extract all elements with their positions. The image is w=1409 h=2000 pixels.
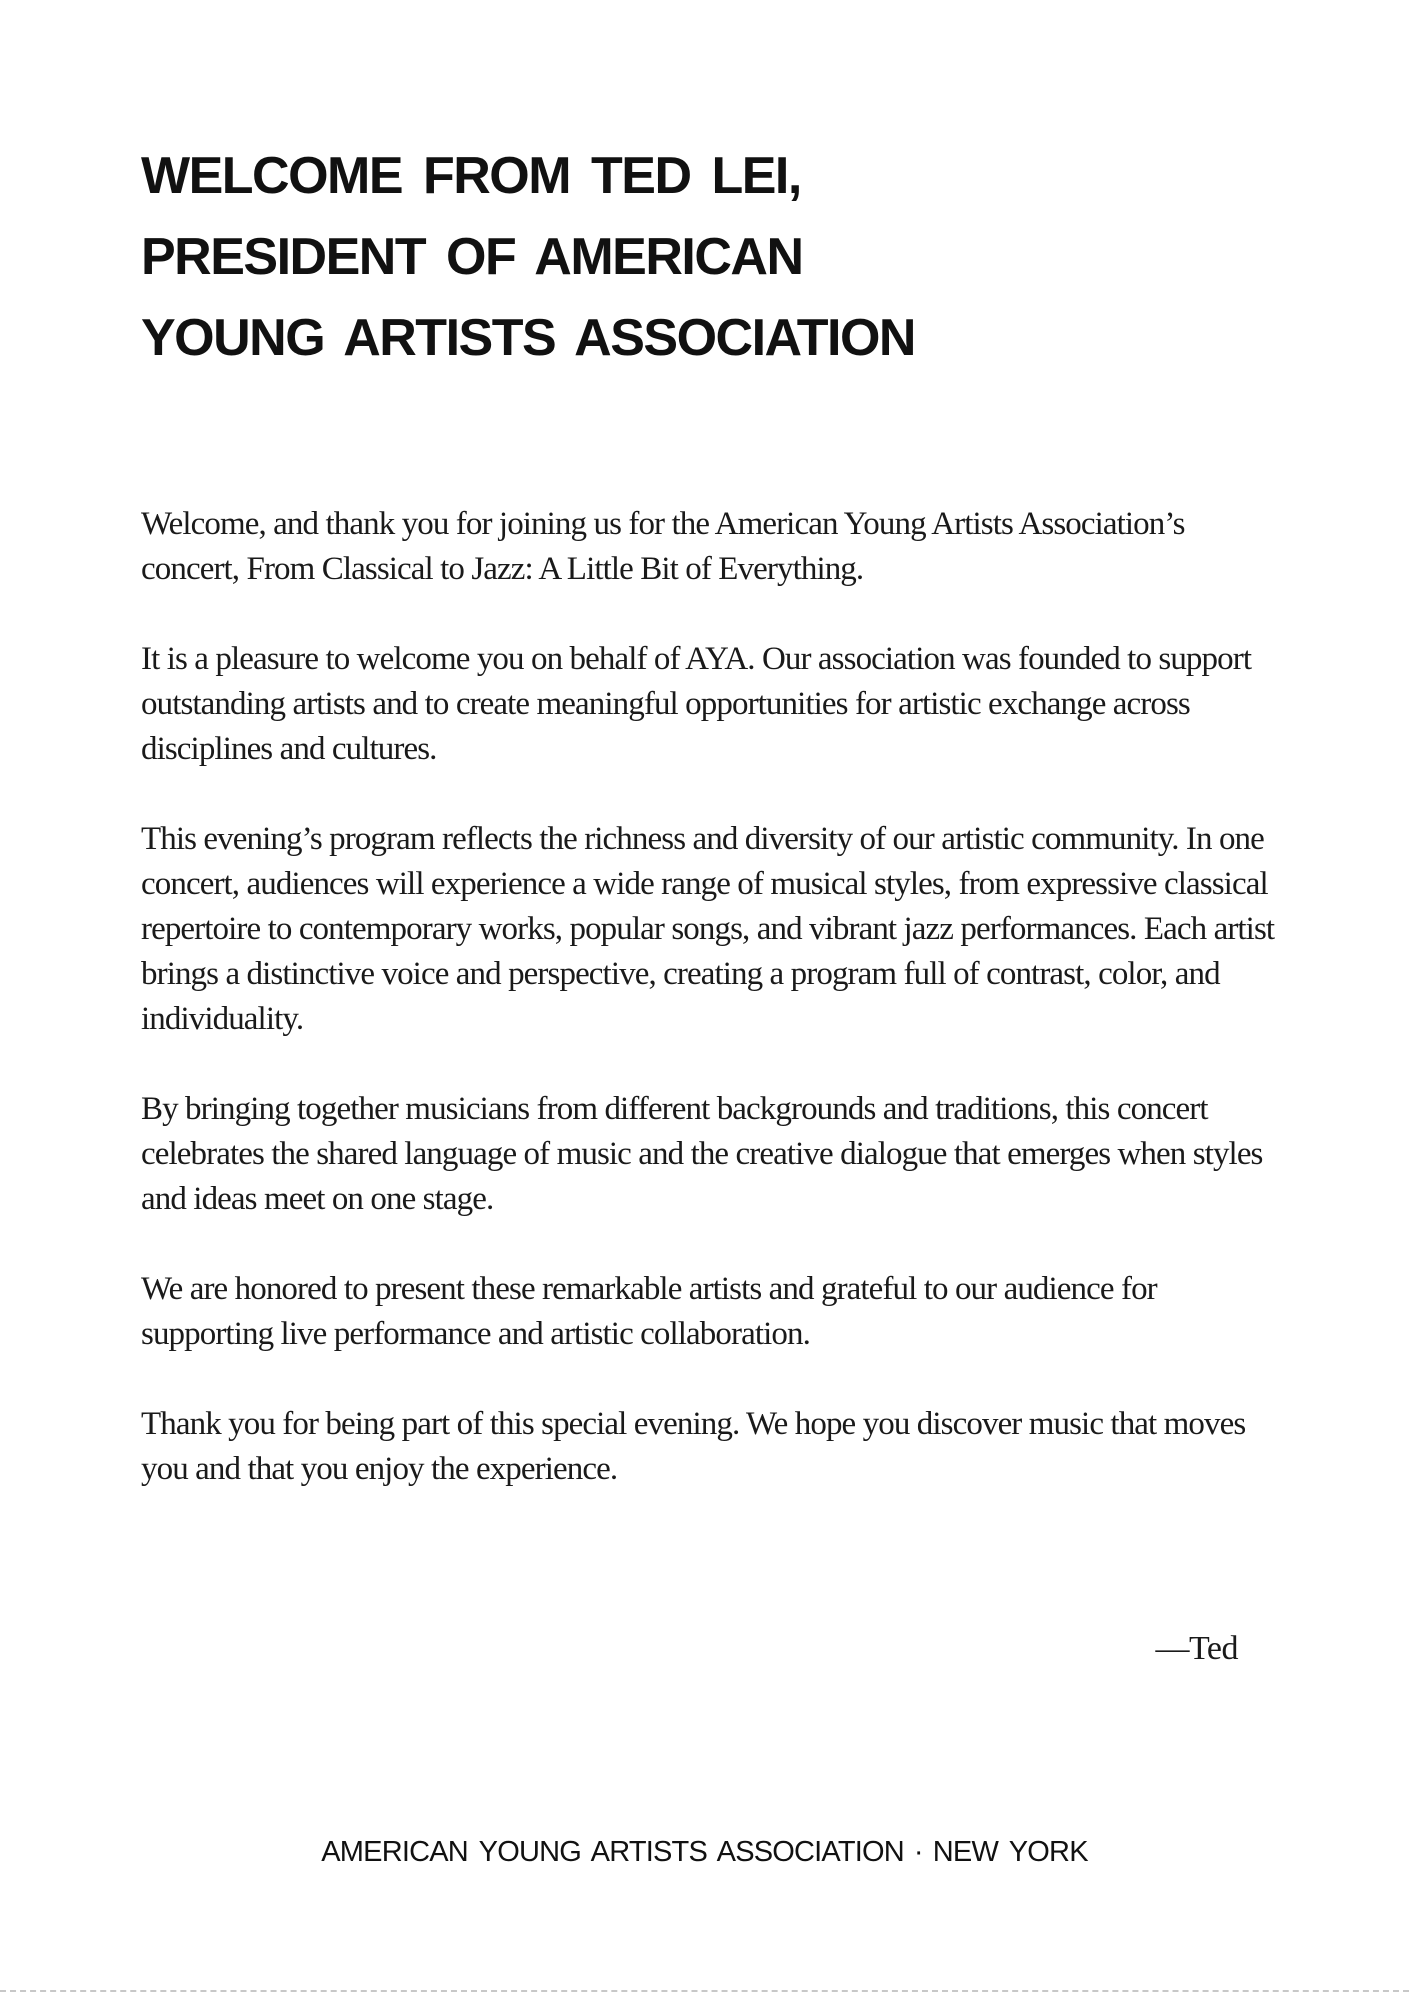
footer-city: NEW YORK <box>932 1836 1088 1868</box>
letter-paragraph-gratitude: We are honored to present these remarkable artists and grateful to our audience for supporting live performance and artistic collaboration. <box>141 1271 1157 1352</box>
page-bottom-edge <box>0 1990 1409 1992</box>
footer <box>0 1836 1409 1869</box>
footer-organization: AMERICAN YOUNG ARTISTS ASSOCIATION <box>321 1836 904 1868</box>
letter-paragraph-closing: Thank you for being part of this special evening. We hope you discover music that moves you and that you enjoy the experience. <box>141 1406 1246 1487</box>
title-line-1: WELCOME FROM TED LEI, <box>141 147 801 205</box>
letter-paragraph-mission: It is a pleasure to welcome you on behalf of AYA. Our association was founded to support outstanding artists and to create meaningful opportunities for artistic exchange across disciplines and cultures. <box>141 641 1252 767</box>
page-title <box>141 136 915 379</box>
letter-paragraph-collaboration: By bringing together musicians from different backgrounds and traditions, this concert celebrates the shared language of music and the creative dialogue that emerges when styles and ideas meet on one stage. <box>141 1091 1263 1217</box>
title-line-3: YOUNG ARTISTS ASSOCIATION <box>141 309 915 367</box>
letter-paragraph-welcome: Welcome, and thank you for joining us for the American Young Artists Association’s concert, From Classical to Jazz: A Little Bit of Everything. <box>141 506 1185 587</box>
letter-paragraph-program: This evening’s program reflects the richness and diversity of our artistic community. In one concert, audiences will experience a wide range of musical styles, from expressive classical repertoire to contemporary works, popular songs, and vibrant jazz performances. Each artist brings a distinctive voice and perspective, creating a program full of contrast, color, and individuality. <box>141 821 1275 1037</box>
title-line-2: PRESIDENT OF AMERICAN <box>141 228 803 286</box>
signature: —Ted <box>1155 1630 1238 1667</box>
footer-separator: · <box>913 1836 923 1868</box>
letter-body <box>141 502 1281 1537</box>
